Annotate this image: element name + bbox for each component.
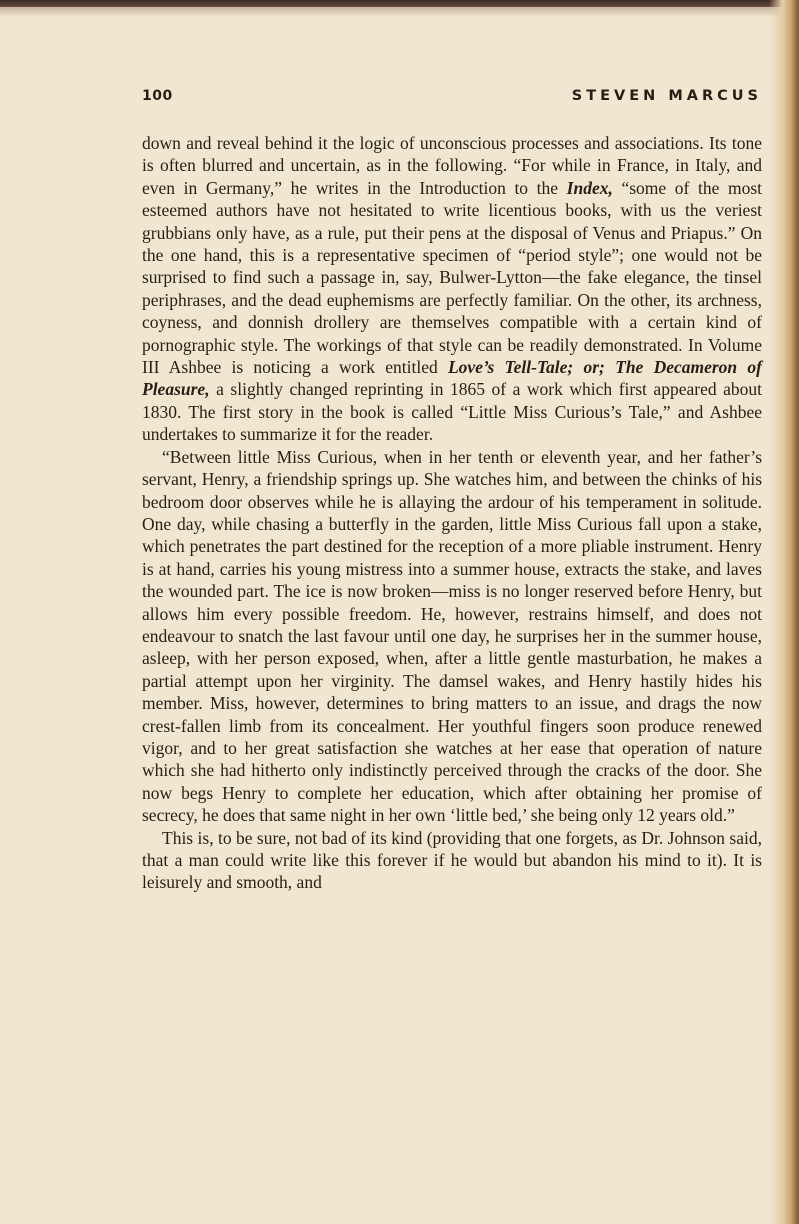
running-head-author: STEVEN MARCUS <box>571 88 762 104</box>
paragraph-1-text-a: down and reveal behind it the logic of unconscious processes and associations. Its tone is often blurred and uncertain, as in the following. “For while in France, in Italy, and even in Germany,” he writes in the Introduction to the <box>142 133 762 198</box>
book-title: Love’s Tell-Tale; or; The Decameron of Pleasure, <box>142 357 762 400</box>
book-page <box>142 88 762 894</box>
running-head <box>142 88 762 112</box>
page-top-shadow <box>0 7 799 17</box>
paragraph-1 <box>142 132 762 446</box>
page-number: 100 <box>142 88 173 104</box>
page-right-shadow <box>791 0 799 1224</box>
paragraph-3: This is, to be sure, not bad of its kind (providing that one forgets, as Dr. Johnson said, that a man could write like this forever if he would but abandon his mind to it). It is leisurely and smooth, and <box>142 827 762 893</box>
index-title: Index, <box>566 177 613 198</box>
page-top-edge <box>0 0 799 7</box>
paragraph-1-text-b: “some of the most esteemed authors have not hesitated to write licentious books, with us the veriest grubbians only have, as a rule, put their pens at the disposal of Venus and Priapus.” On the one hand, this is a representative specimen of “period style”; one would not be surprised to find such a passage in, say, Bulwer-Lytton—the fake elegance, the tinsel periphrases, and the dead euphemisms are perfectly familiar. On the other, its archness, coyness, and donnish drollery are themselves compatible with a certain kind of pornographic style. The workings of that style can be readily demonstrated. In Volume III Ashbee is noticing a work entitled <box>142 177 763 378</box>
paragraph-1-text-c: a slightly changed reprinting in 1865 of a work which first appeared about 1830. The first story in the book is called “Little Miss Curious’s Tale,” and Ashbee undertakes to summarize it for the reader. <box>142 379 762 445</box>
body-text <box>142 132 762 894</box>
paragraph-2-quotation: “Between little Miss Curious, when in her tenth or eleventh year, and her father’s servant, Henry, a friendship springs up. She watches him, and between the chinks of his bedroom door observes while he is allaying the ardour of his temperament in solitude. One day, while chasing a butterfly in the garden, little Miss Curious fall upon a stake, which penetrates the part destined for the reception of a more pliable instrument. Henry is at hand, carries his young mistress into a summer house, extracts the stake, and laves the wounded part. The ice is now broken—miss is no longer reserved before Henry, but allows him every possible freedom. He, however, restrains himself, and does not endeavour to snatch the last favour until one day, he surprises her in the summer house, asleep, with her person exposed, when, after a little gentle masturbation, he makes a partial attempt upon her virginity. The damsel wakes, and Henry hastily hides his member. Miss, however, determines to bring matters to an issue, and drags the now crest-fallen limb from its concealment. Her youthful fingers soon produce renewed vigor, and to her great satisfaction she watches at her ease that operation of nature which she had hitherto only indistinctly perceived through the cracks of the door. She now begs Henry to complete her education, which after obtaining her promise of secrecy, he does that same night in her own ‘little bed,’ she being only 12 years old.” <box>142 446 762 826</box>
